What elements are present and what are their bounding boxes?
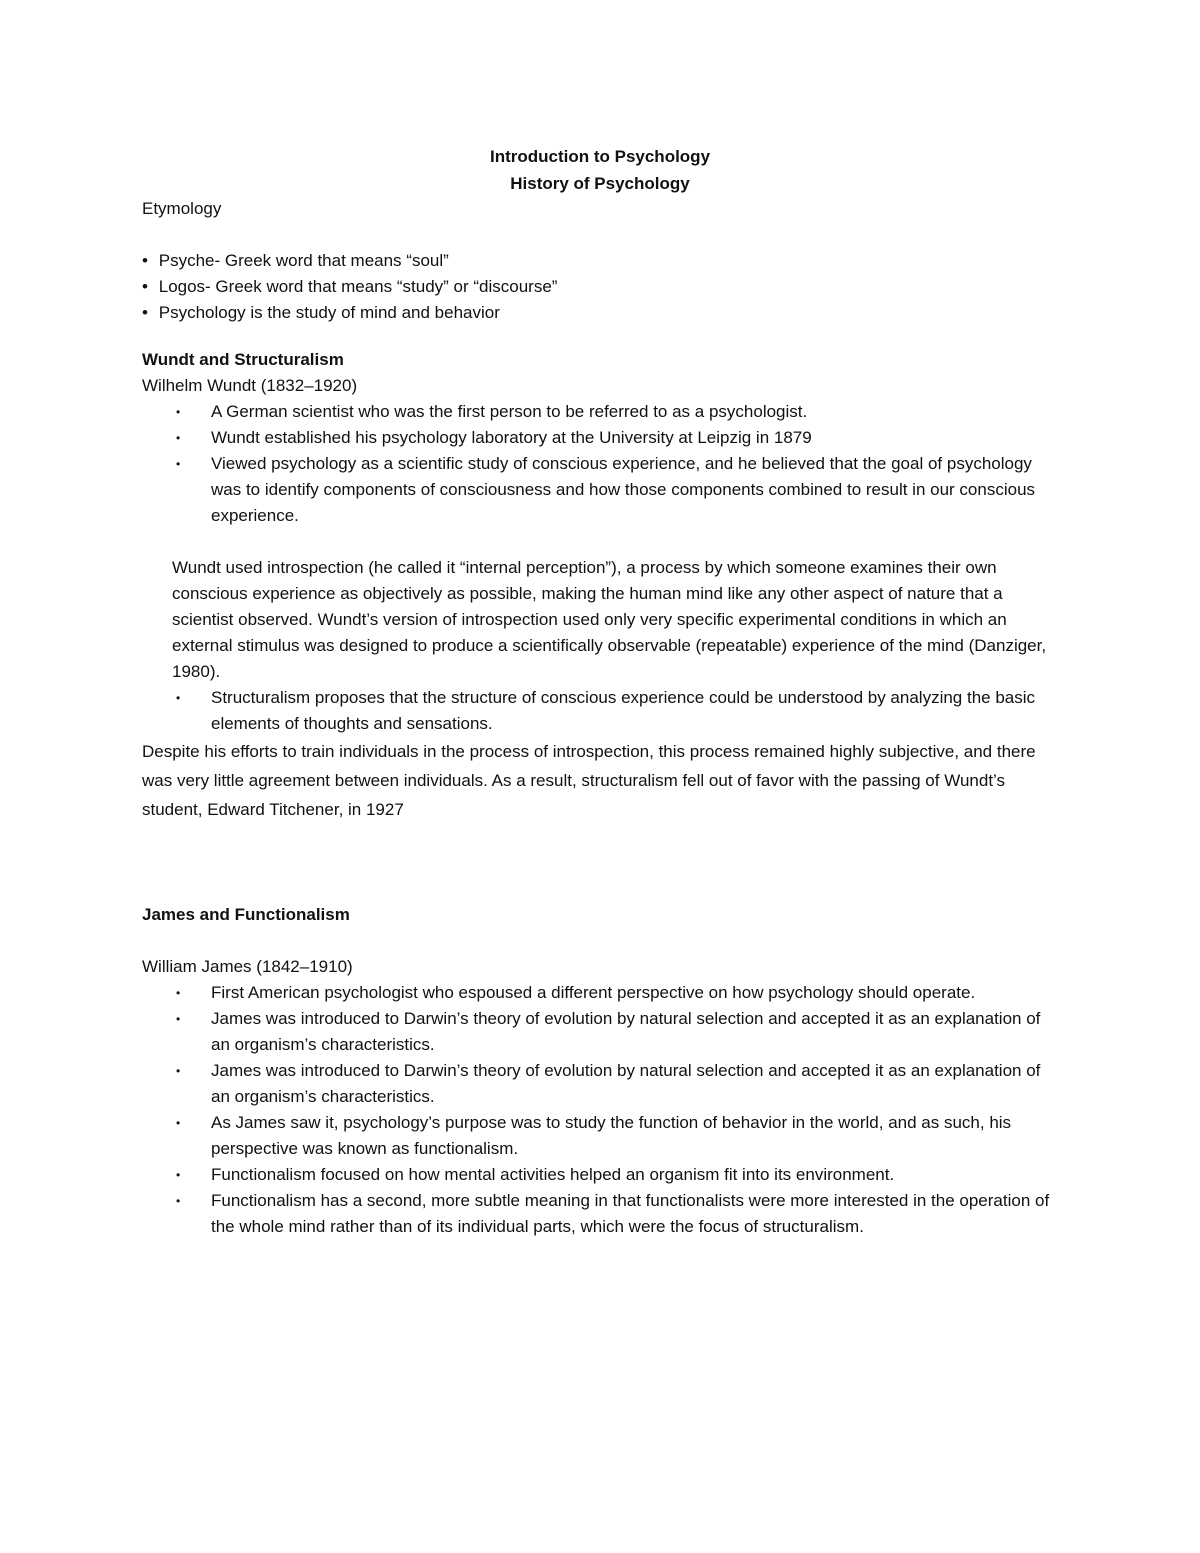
document-title: Introduction to Psychology	[489, 147, 711, 166]
bullet-mark: •	[176, 986, 181, 1000]
james-section	[142, 902, 1062, 1240]
james-person: William James (1842–1910)	[142, 957, 353, 976]
etymology-list	[142, 248, 1062, 326]
wundt-item: • A German scientist who was the first person to be referred to as a psychologist.	[172, 399, 1062, 425]
wundt-heading: Wundt and Structuralism	[142, 350, 344, 369]
wundt-person: Wilhelm Wundt (1832–1920)	[142, 376, 358, 395]
bullet-mark: •	[176, 1012, 181, 1026]
bullet-mark: •	[142, 251, 148, 270]
bullet-mark: •	[176, 1168, 181, 1182]
wundt-list	[142, 399, 1062, 529]
bullet-mark: •	[176, 431, 181, 445]
bullet-mark: •	[176, 691, 181, 705]
introspection-paragraph: Wundt used introspection (he called it “internal perception”), a process by which someone examines their own conscious experience as objectively as possible, making the human mind like any other aspect of nature that a scientist observed. Wundt’s version of introspection used only very specific experimental conditions in which an external stimulus was designed to produce a scientifically observable (repeatable) experience of the mind (Danziger, 1980).	[172, 558, 1047, 681]
james-item: • Functionalism focused on how mental activities helped an organism fit into its environment.	[172, 1162, 1062, 1188]
document-subtitle: History of Psychology	[510, 174, 690, 193]
bullet-mark: •	[176, 1194, 181, 1208]
james-heading: James and Functionalism	[142, 905, 350, 924]
structuralism-list	[142, 685, 1062, 737]
bullet-mark: •	[176, 1116, 181, 1130]
bullet-mark: •	[176, 405, 181, 419]
james-item: • James was introduced to Darwin’s theory of evolution by natural selection and accepted it as an explanation of an organism’s characteristics.	[172, 1006, 1062, 1058]
james-list	[142, 980, 1062, 1240]
bullet-mark: •	[142, 277, 148, 296]
etymology-item: • Psychology is the study of mind and behavior	[142, 300, 1062, 326]
etymology-item: • Psyche- Greek word that means “soul”	[142, 248, 1062, 274]
bullet-mark: •	[176, 1064, 181, 1078]
bullet-mark: •	[176, 457, 181, 471]
title-block	[0, 143, 1200, 197]
etymology-item: • Logos- Greek word that means “study” or “discourse”	[142, 274, 1062, 300]
wundt-section	[142, 347, 1062, 824]
james-item: • As James saw it, psychology’s purpose was to study the function of behavior in the world, and as such, his perspective was known as functionalism.	[172, 1110, 1062, 1162]
james-item: • James was introduced to Darwin’s theory of evolution by natural selection and accepted it as an explanation of an organism’s characteristics.	[172, 1058, 1062, 1110]
structuralism-item: • Structuralism proposes that the structure of conscious experience could be understood by analyzing the basic elements of thoughts and sensations.	[172, 685, 1062, 737]
etymology-section	[142, 196, 1062, 326]
wundt-item: • Wundt established his psychology laboratory at the University at Leipzig in 1879	[172, 425, 1062, 451]
wundt-item: • Viewed psychology as a scientific study of conscious experience, and he believed that the goal of psychology was to identify components of consciousness and how those components combined to result in our conscious experience.	[172, 451, 1062, 529]
james-item: • First American psychologist who espoused a different perspective on how psychology should operate.	[172, 980, 1062, 1006]
structuralism-conclusion: Despite his efforts to train individuals in the process of introspection, this process remained highly subjective, and there was very little agreement between individuals. As a result, structuralism fell out of favor with the passing of Wundt’s student, Edward Titchener, in 1927	[142, 742, 1036, 819]
etymology-heading: Etymology	[142, 199, 222, 218]
james-item: • Functionalism has a second, more subtle meaning in that functionalists were more interested in the operation of the whole mind rather than of its individual parts, which were the focus of structuralism.	[172, 1188, 1062, 1240]
bullet-mark: •	[142, 303, 148, 322]
